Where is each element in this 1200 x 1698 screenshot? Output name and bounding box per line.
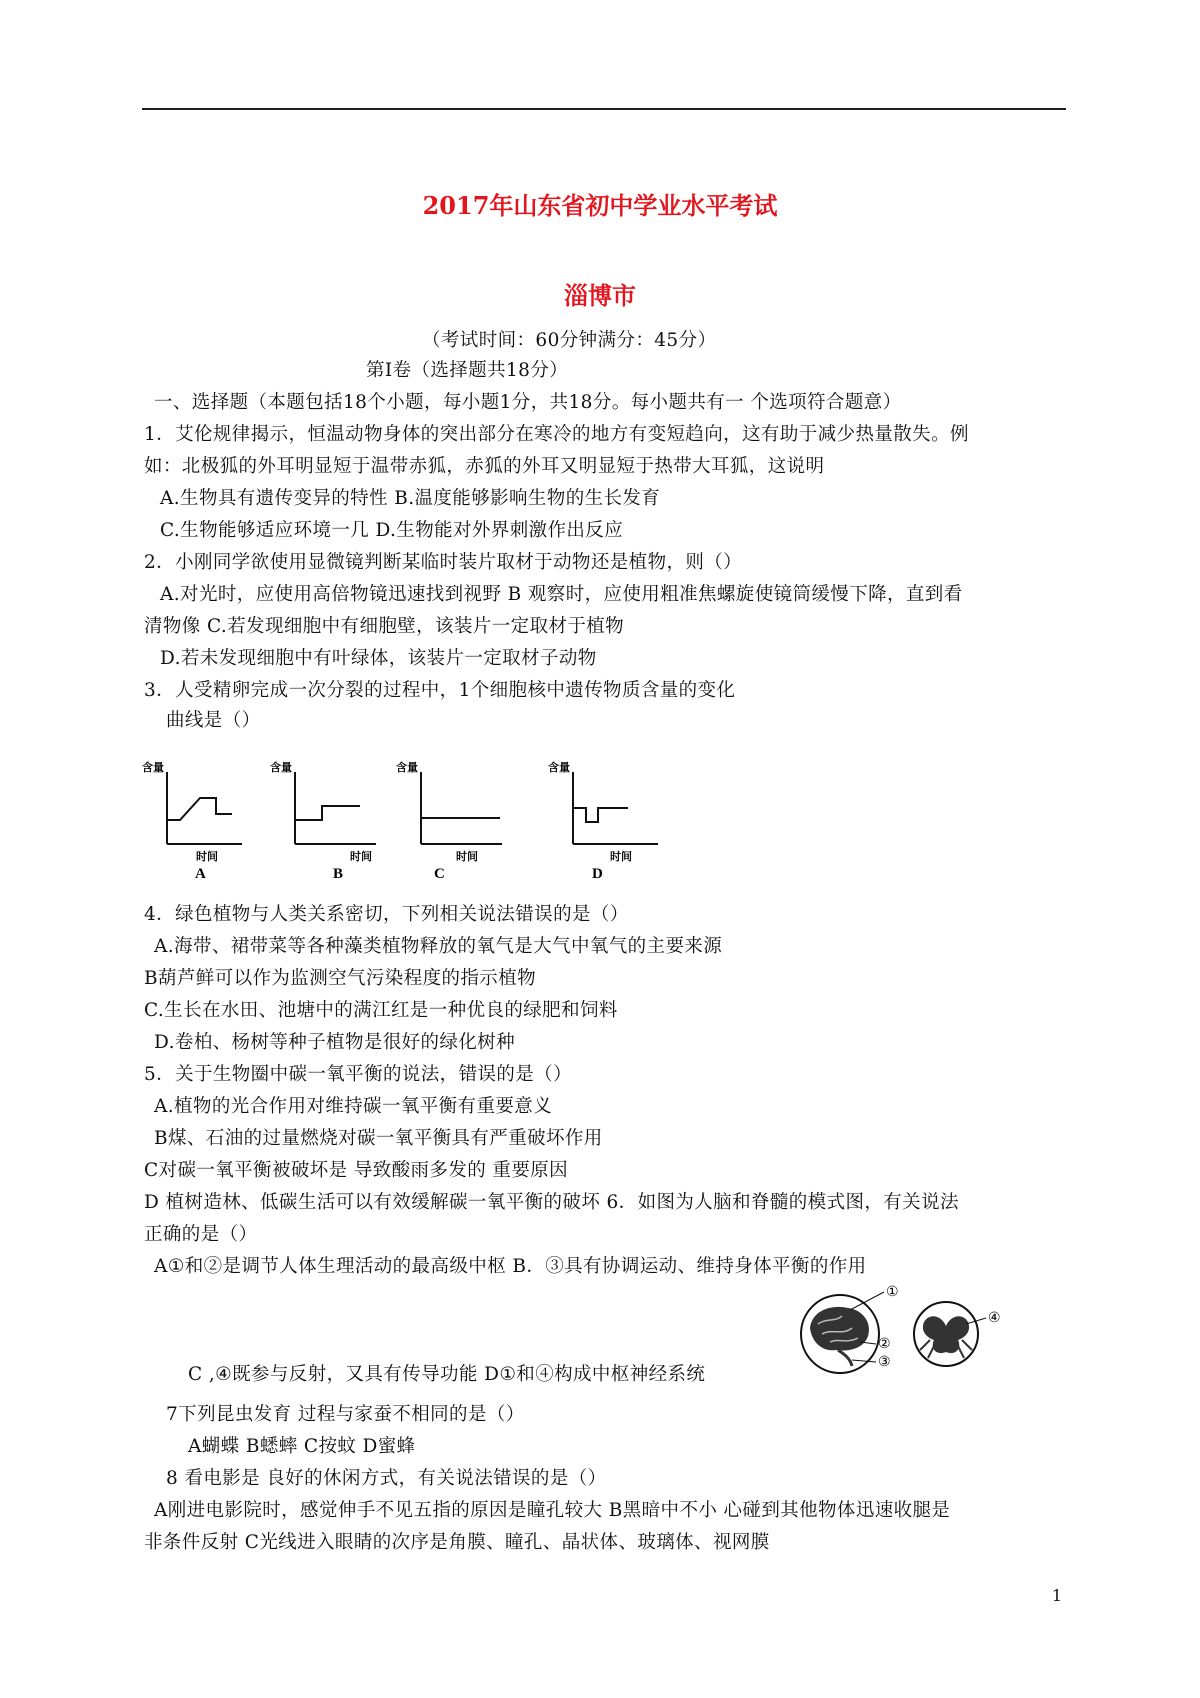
graph-x-label: 时间 [456, 850, 478, 863]
option-line: A.植物的光合作用对维持碳一氧平衡有重要意义 [154, 1096, 553, 1117]
graph-y-label: 含量 [396, 761, 418, 774]
option-line: A①和②是调节人体生理活动的最高级中枢 B．③具有协调运动、维持身体平衡的作用 [154, 1256, 867, 1277]
graph-label-a: A [195, 866, 206, 878]
question-line: D 植树造林、低碳生活可以有效缓解碳一氧平衡的破坏 6．如图为人脑和脊髓的模式图，有关说法 [144, 1192, 959, 1213]
graph-label-b: B [333, 866, 344, 878]
graph-x-label: 时间 [350, 850, 372, 863]
marker-3: ③ [878, 1354, 891, 1370]
option-line: C.生长在水田、池塘中的满江红是一种优良的绿肥和饲料 [144, 1000, 618, 1021]
option-line: D.卷柏、杨树等种子植物是很好的绿化树种 [154, 1032, 516, 1053]
graph-y-label: 含量 [548, 761, 570, 774]
graph-a [140, 752, 258, 878]
option-line: A蝴蝶 B蟋蟀 C按蚊 D蜜蜂 [188, 1436, 416, 1457]
option-line: B葫芦鲜可以作为监测空气污染程度的指示植物 [144, 968, 536, 989]
option-line: A.海带、裙带菜等各种藻类植物释放的氧气是大气中氧气的主要来源 [154, 936, 723, 957]
question-line: 正确的是（） [144, 1224, 258, 1245]
city-subtitle: 淄博市 [564, 281, 636, 310]
option-line: B煤、石油的过量燃烧对碳一氧平衡具有严重破坏作用 [154, 1128, 603, 1149]
graph-label-d: D [592, 866, 603, 878]
question-line: 2．小刚同学欲使用显微镜判断某临时装片取材于动物还是植物，则（） [144, 552, 743, 573]
option-line: C对碳一氧平衡被破坏是 导致酸雨多发的 重要原因 [144, 1160, 569, 1181]
section-heading: 第Ⅰ卷（选择题共18分） [366, 360, 569, 381]
graph-d [548, 752, 666, 878]
instruction: 一、选择题（本题包括18个小题，每小题1分，共18分。每小题共有一 个选项符合题意） [154, 392, 902, 413]
spinal-cord-diagram [914, 1302, 1001, 1366]
graph-c [394, 752, 512, 878]
marker-1: ① [886, 1284, 899, 1300]
option-line: C ,④既参与反射，又具有传导功能 D①和④构成中枢神经系统 [188, 1364, 706, 1385]
question-line: 曲线是（） [166, 710, 261, 731]
graph-x-label: 时间 [196, 850, 218, 863]
marker-4: ④ [988, 1310, 1001, 1326]
graph-y-label: 含量 [142, 761, 164, 774]
question-line: 5．关于生物圈中碳一氧平衡的说法，错误的是（） [144, 1064, 572, 1085]
question-line: 8 看电影是 良好的休闲方式，有关说法错误的是（） [166, 1468, 607, 1489]
option-line: 清物像 C.若发现细胞中有细胞壁，该装片一定取材于植物 [144, 616, 625, 637]
brain-spinal-figure [780, 1278, 1014, 1386]
question-line: 3．人受精卵完成一次分裂的过程中，1个细胞核中遗传物质含量的变化 [144, 680, 736, 701]
option-line: A刚进电影院时，感觉伸手不见五指的原因是瞳孔较大 B黑暗中不小 心碰到其他物体迅速收腿是 [154, 1500, 951, 1521]
question-line: 4．绿色植物与人类关系密切，下列相关说法错误的是（） [144, 904, 629, 925]
graph-b [268, 752, 386, 878]
option-line: C.生物能够适应环境一几 D.生物能对外界刺激作出反应 [160, 520, 624, 541]
option-line: A.对光时，应使用高倍物镜迅速找到视野 B 观察时，应使用粗准焦螺旋使镜筒缓慢下降，直到看 [160, 584, 963, 605]
question-line: 1．艾伦规律揭示，恒温动物身体的突出部分在寒冷的地方有变短趋向，这有助于减少热量散失。例 [144, 424, 969, 445]
marker-2: ② [878, 1336, 891, 1352]
option-line: A.生物具有遗传变异的特性 B.温度能够影响生物的生长发育 [160, 488, 661, 509]
option-line: D.若未发现细胞中有叶绿体，该装片一定取材子动物 [160, 648, 597, 669]
graph-label-c: C [434, 866, 445, 878]
graph-y-label: 含量 [270, 761, 292, 774]
exam-title: 2017年山东省初中学业水平考试 [422, 191, 778, 220]
exam-info: （考试时间：60分钟满分：45分） [422, 330, 717, 351]
top-rule [142, 108, 1066, 110]
question-line: 7下列昆虫发育 过程与家蚕不相同的是（） [166, 1404, 525, 1425]
page-number: 1 [1051, 1586, 1062, 1605]
graph-x-label: 时间 [610, 850, 632, 863]
question-line: 如：北极狐的外耳明显短于温带赤狐，赤狐的外耳又明显短于热带大耳狐，这说明 [144, 456, 825, 477]
brain-diagram [801, 1284, 899, 1373]
option-line: 非条件反射 C光线进入眼睛的次序是角膜、瞳孔、晶状体、玻璃体、视网膜 [144, 1532, 770, 1553]
